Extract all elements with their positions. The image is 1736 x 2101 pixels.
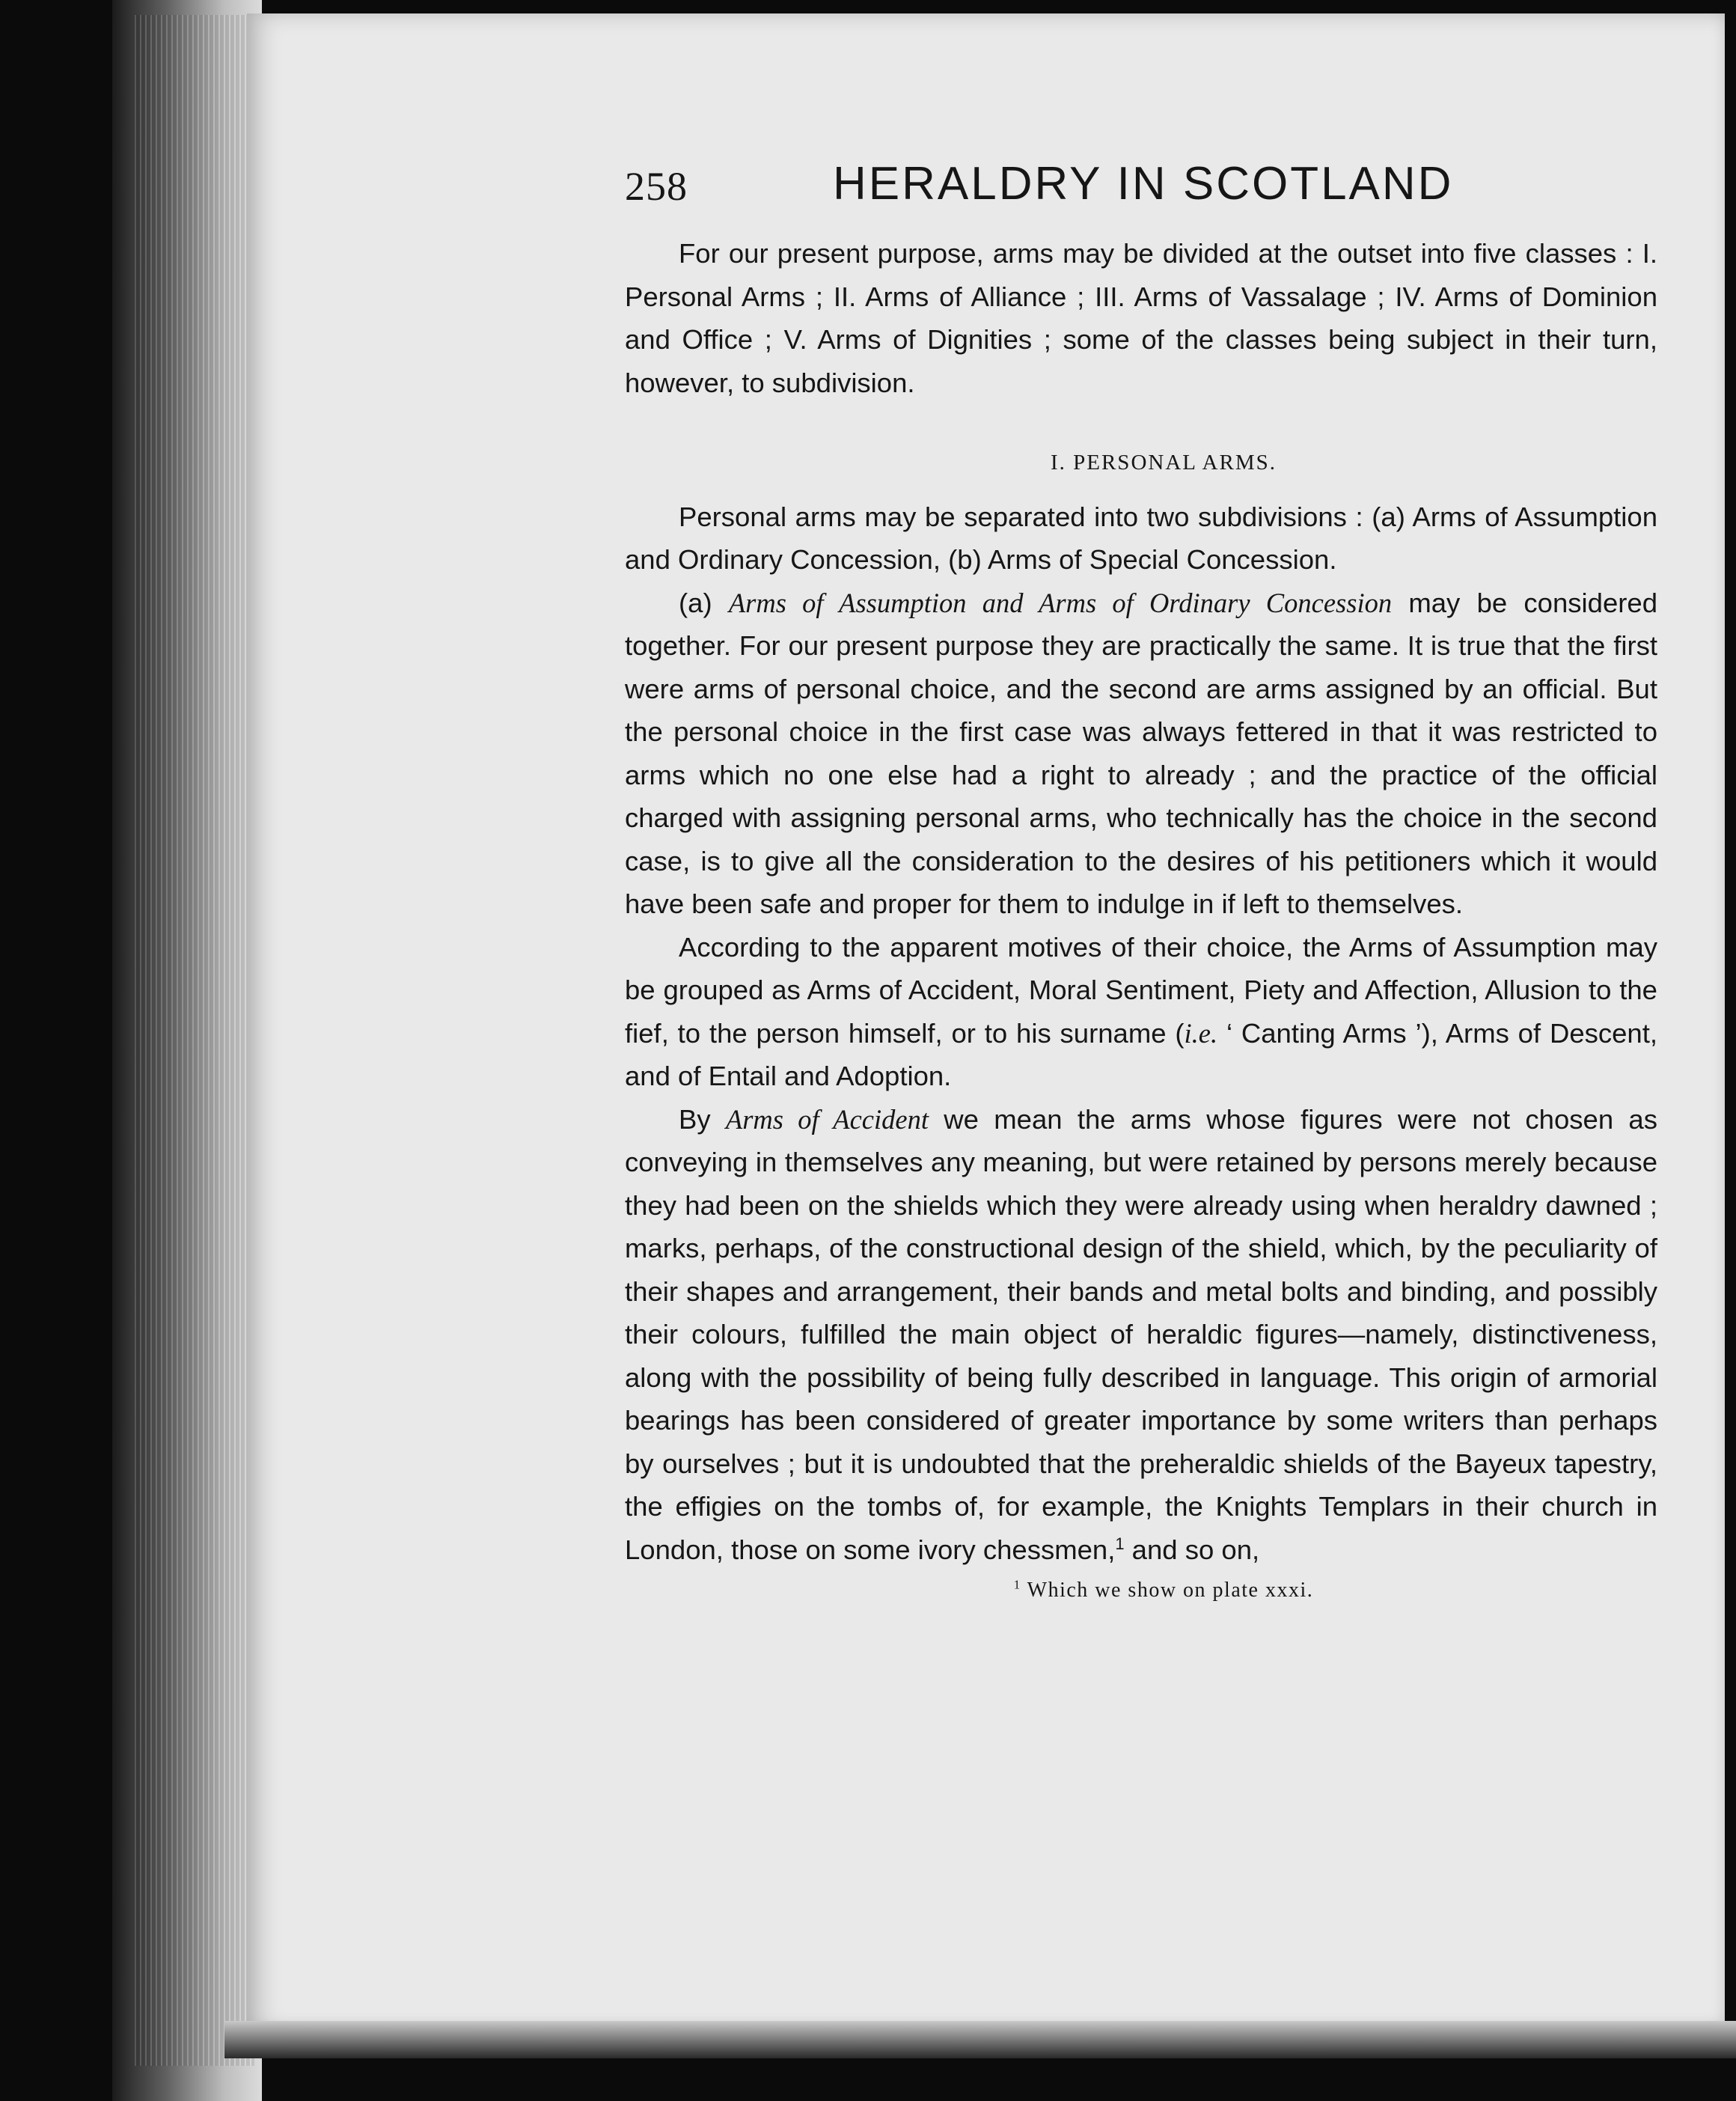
paragraph-assumption-lead: (a) xyxy=(679,587,729,618)
body-text xyxy=(625,232,1657,1571)
intro-paragraph: For our present purpose, arms may be divided at the outset into five classes : I. Personal Arms ; II. Arms of Alliance ; III. Arms of Vassalage ; IV. Arms of Dominion and Office ; V. Arms of Dignities ; some of the classes being subject in their turn, however, to subdivision. xyxy=(625,238,1657,398)
footnote-text: Which we show on plate xxxi. xyxy=(1021,1579,1314,1602)
paragraph-assumption-italic: Arms of Assumption and Arms of Ordinary Concession xyxy=(728,587,1393,618)
paragraph-accident-lead: By xyxy=(679,1103,726,1135)
paragraph-motives-italic: i.e. xyxy=(1184,1017,1218,1049)
paragraph-subdivisions: Personal arms may be separated into two subdivisions : (a) Arms of Assumption and Ordinary Concession, (b) Arms of Special Concession. xyxy=(625,501,1657,575)
page-number: 258 xyxy=(625,164,688,209)
running-head xyxy=(625,150,1657,232)
page-bottom-edge xyxy=(224,2021,1736,2058)
paragraph-accident-tail: and so on, xyxy=(1124,1534,1260,1565)
paragraph-motives xyxy=(625,926,1657,1098)
paragraph-accident-text: we mean the arms whose figures were not chosen as conveying in themselves any meaning, but were retained by persons merely because they had been on the shields which they were already using when heraldry dawned ; marks, perhaps, of the constructional design of the shield, which, by the peculiarity of their shapes and arrangement, their bands and metal bolts and binding, and possibly their colours, fulfilled the main object of heraldic figures—namely, distinctiveness, along with the possibility of being fully described in language. This origin of armorial bearings has been considered of greater importance by some writers than perhaps by ourselves ; but it is undoubted that the preheraldic shields of the Bayeux tapestry, the effigies on the tombs of, for example, the Knights Templars in their church in London, those on some ivory chessmen, xyxy=(625,1103,1657,1565)
footnote xyxy=(625,1579,1657,1603)
paragraph-assumption xyxy=(625,582,1657,926)
paragraph-motives-text: According to the apparent motives of their choice, the Arms of Assumption may be grouped as Arms of Accident, Moral Sentiment, Piety and Affection, Allusion to the fief, to the person himself, or to his surname ( xyxy=(625,931,1657,1049)
footnote-mark: 1 xyxy=(1013,1577,1021,1592)
book-spine-texture xyxy=(135,15,254,2066)
paragraph-accident xyxy=(625,1098,1657,1572)
footnote-reference: 1 xyxy=(1115,1534,1125,1553)
paragraph-motives-rest: ‘ Canting Arms ’), Arms of Descent, and of Entail and Adoption. xyxy=(625,1017,1657,1091)
section-heading: I. PERSONAL ARMS. xyxy=(1050,451,1277,475)
paragraph-assumption-text: may be considered together. For our present purpose they are practically the same. It is true that the first were arms of personal choice, and the second are arms assigned by an official. But the personal choice in the first case was always fettered in that it was restricted to arms which no one else had a right to already ; and the practice of the official charged with assigning personal arms, who technically has the choice in the second case, is to give all the consideration to the desires of his petitioners which it would have been safe and proper for them to indulge in if left to themselves. xyxy=(625,587,1657,919)
running-title: HERALDRY IN SCOTLAND xyxy=(833,158,1454,210)
paragraph-accident-italic: Arms of Accident xyxy=(725,1103,929,1135)
page-content xyxy=(625,150,1657,1603)
